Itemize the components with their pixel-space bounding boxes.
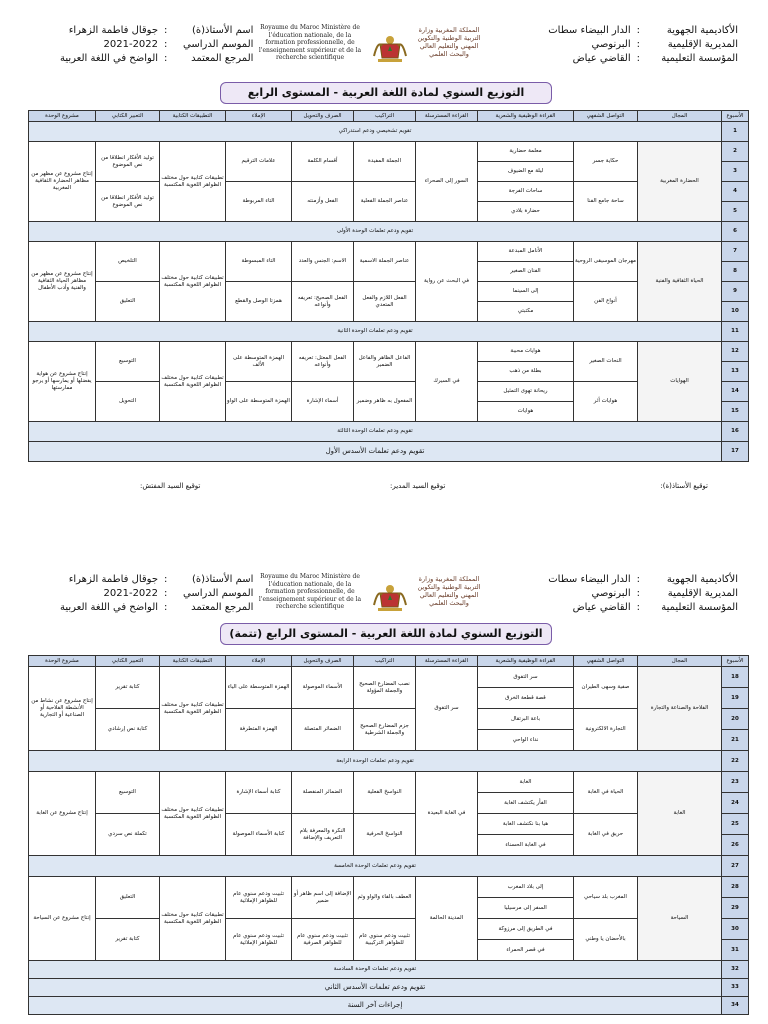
arabic-ministry-text: المملكة المغربية وزارة التربية الوطنية والتكوين المهني والتعليم العالي والبحث العلمي xyxy=(417,575,481,607)
oral-cell: حريق في الغابة xyxy=(574,814,638,856)
column-header: التواصل الشفهي xyxy=(574,656,638,667)
column-header: الأسبوع xyxy=(722,111,749,122)
column-header: التراكيب xyxy=(354,111,416,122)
week-number: 10 xyxy=(722,302,749,322)
week-number: 27 xyxy=(722,856,749,877)
school-value: القاضي عياض xyxy=(572,602,631,613)
week-number: 3 xyxy=(722,162,749,182)
season-value: 2021-2022 xyxy=(103,39,159,50)
expression-cell: توليد الأفكار انطلاقا من نص الموضوع xyxy=(96,182,160,222)
continuous-reading-cell: المدينة الحالمة xyxy=(416,877,478,961)
week-number: 16 xyxy=(722,422,749,442)
week-number: 18 xyxy=(722,667,749,688)
school-value: القاضي عياض xyxy=(572,53,631,64)
week-number: 28 xyxy=(722,877,749,898)
oral-cell: ساحة جامع الفنا xyxy=(574,182,638,222)
dictation-cell: تثبيت ودعم سنوي عام للظواهر الإملائية xyxy=(226,919,292,961)
reading-cell: سر التفوق xyxy=(478,667,574,688)
week-number: 7 xyxy=(722,242,749,262)
assessment-row: تقويم ودعم تعلمات الوحدة الخامسة xyxy=(29,856,722,877)
column-header: التعبير الكتابي xyxy=(96,111,160,122)
syntax-cell: عناصر الجملة الاسمية xyxy=(354,242,416,282)
table-row xyxy=(29,242,749,262)
table-row xyxy=(29,422,749,442)
morphology-cell: الفعل المعتل: تعريفه وأنواعه xyxy=(292,342,354,382)
schedule-table xyxy=(28,655,749,1015)
column-header: مشروع الوحدة xyxy=(29,656,96,667)
project-cell: إنتاج مشروع عن هواية يفضلها أو يمارسها أو يرجو ممارستها xyxy=(29,342,96,422)
applications-cell: تطبيقات كتابية حول مختلف الظواهر اللغوية المكتسبة xyxy=(160,242,226,322)
reading-cell: السفر إلى مرسيليا xyxy=(478,898,574,919)
academy-label: الأكاديمية الجهوية xyxy=(666,25,738,36)
week-number: 8 xyxy=(722,262,749,282)
oral-cell: حكاية جسر xyxy=(574,142,638,182)
inspector-signature: توقيع السيد المفتش: xyxy=(140,482,201,490)
domain-cell: الهوايات xyxy=(638,342,722,422)
column-header: الصرف والتحويل xyxy=(292,656,354,667)
direction-label: المديرية الإقليمية xyxy=(667,39,738,50)
reading-cell: في الغابة الحسناء xyxy=(478,835,574,856)
dictation-cell: كتابة أسماء الإشارة xyxy=(226,772,292,814)
applications-cell: تطبيقات كتابية حول مختلف الظواهر اللغوية المكتسبة xyxy=(160,772,226,856)
page-title: التوزيع السنوي لمادة اللغة العربية - المستوى الرابع xyxy=(220,82,552,104)
week-number: 12 xyxy=(722,342,749,362)
table-row xyxy=(29,322,749,342)
dictation-cell: التاء المبسوطة xyxy=(226,242,292,282)
reading-cell: حضارة بلادي xyxy=(478,202,574,222)
table-row xyxy=(29,979,749,997)
dictation-cell: الهمزة المتطرفة xyxy=(226,709,292,751)
project-cell: إنتاج مشروع عن مظهر من مظاهر الحضارة الثقافية المغربية xyxy=(29,142,96,222)
reading-cell: الفأر يكتشف الغابة xyxy=(478,793,574,814)
expression-cell: التعليق xyxy=(96,282,160,322)
page-title: التوزيع السنوي لمادة اللغة العربية - المستوى الرابع (تتمة) xyxy=(220,623,552,645)
continuous-reading-cell: السور إلى الصحراء xyxy=(416,142,478,222)
table-row xyxy=(29,856,749,877)
teacher-value: جوقال فاطمة الزهراء xyxy=(68,25,159,36)
morphology-cell: الفعل وأزمنته xyxy=(292,182,354,222)
assessment-row: تقويم ودعم تعلمات الوحدة الثانية xyxy=(29,322,722,342)
season-label: الموسم الدراسي xyxy=(183,39,254,50)
expression-cell: كتابة تقرير xyxy=(96,667,160,709)
week-number: 24 xyxy=(722,793,749,814)
expression-cell: التوسيع xyxy=(96,772,160,814)
applications-cell: تطبيقات كتابية حول مختلف الظواهر اللغوية المكتسبة xyxy=(160,142,226,222)
royal-emblem-icon xyxy=(370,26,410,66)
table-row xyxy=(29,961,749,979)
dictation-cell: الهمزة المتوسطة على الألف xyxy=(226,342,292,382)
domain-cell: الغابة xyxy=(638,772,722,856)
table-header-row xyxy=(29,111,749,122)
column-header: التعبير الكتابي xyxy=(96,656,160,667)
reading-cell: مكتبتي xyxy=(478,302,574,322)
assessment-row: تقويم ودعم تعلمات الوحدة الرابعة xyxy=(29,751,722,772)
continuous-reading-cell: في الغابة البعيدة xyxy=(416,772,478,856)
domain-cell: الحضارة المغربية xyxy=(638,142,722,222)
teacher-label: اسم الأستاذ(ة) xyxy=(191,25,254,36)
assessment-row: تقويم ودعم تعلمات الأسدس الثاني xyxy=(29,979,722,997)
morphology-cell: الضمائر المتصلة xyxy=(292,709,354,751)
week-number: 34 xyxy=(722,997,749,1015)
week-number: 6 xyxy=(722,222,749,242)
academy-value: الدار البيضاء سطات xyxy=(548,25,631,36)
week-number: 30 xyxy=(722,919,749,940)
reading-cell: هوايات xyxy=(478,402,574,422)
oral-cell: النحات الصغير xyxy=(574,342,638,382)
page-one xyxy=(0,14,768,490)
school-label: المؤسسة التعليمية xyxy=(661,53,738,64)
continuous-reading-cell: سر التفوق xyxy=(416,667,478,751)
oral-cell: التجارة الالكترونية xyxy=(574,709,638,751)
week-number: 20 xyxy=(722,709,749,730)
project-cell: إنتاج مشروع عن السياحة xyxy=(29,877,96,961)
table-row xyxy=(29,342,749,362)
academy-label: الأكاديمية الجهوية xyxy=(666,574,738,585)
oral-cell: مهرجان الموسيقى الروحية xyxy=(574,242,638,282)
column-header: التطبيقات الكتابية xyxy=(160,656,226,667)
table-row xyxy=(29,442,749,462)
applications-cell: تطبيقات كتابية حول مختلف الظواهر اللغوية المكتسبة xyxy=(160,667,226,751)
week-number: 32 xyxy=(722,961,749,979)
column-header: الصرف والتحويل xyxy=(292,111,354,122)
assessment-row: إجراءات آخر السنة xyxy=(29,997,722,1015)
assessment-row: تقويم ودعم تعلمات الوحدة الثالثة xyxy=(29,422,722,442)
column-header: مشروع الوحدة xyxy=(29,111,96,122)
week-number: 33 xyxy=(722,979,749,997)
teacher-info: اسم الأستاذ(ة) : جوقال فاطمة الزهراء الموسم الدراسي : 2021-2022 المرجع المعتمد : الواضح في اللغة العربية xyxy=(60,574,254,613)
morphology-cell: أقسام الكلمة xyxy=(292,142,354,182)
column-header: التواصل الشفهي xyxy=(574,111,638,122)
week-number: 9 xyxy=(722,282,749,302)
oral-cell: هوايات أثر xyxy=(574,382,638,422)
reading-cell: بطلة من ذهب xyxy=(478,362,574,382)
french-ministry-text: Royaume du Maroc Ministère de l'éducation nationale, de la formation professionnelle, de l'enseignement supérieur et de la recherche scientifique xyxy=(258,573,362,610)
expression-cell: التعليق xyxy=(96,877,160,919)
syntax-cell: العطف بالفاء والواو وثم xyxy=(354,877,416,919)
week-number: 29 xyxy=(722,898,749,919)
admin-info: الأكاديمية الجهوية : الدار البيضاء سطات المديرية الإقليمية : البرنوصي المؤسسة التعليمية : القاضي عياض xyxy=(548,574,738,613)
expression-cell: التلخيص xyxy=(96,242,160,282)
applications-cell: تطبيقات كتابية حول مختلف الظواهر اللغوية المكتسبة xyxy=(160,877,226,961)
week-number: 23 xyxy=(722,772,749,793)
dictation-cell: كتابة الأسماء الموصولة xyxy=(226,814,292,856)
reading-cell: الأنامل المبدعة xyxy=(478,242,574,262)
syntax-cell: النواسخ الحرفية xyxy=(354,814,416,856)
reading-cell: إلى السينما xyxy=(478,282,574,302)
dictation-cell: الهمزة المتوسطة على الواو xyxy=(226,382,292,422)
reading-cell: باعة البرتقال xyxy=(478,709,574,730)
reading-cell: إلى بلاد المغرب xyxy=(478,877,574,898)
director-signature: توقيع السيد المدير: xyxy=(390,482,446,490)
reading-cell: معلمة حضارية xyxy=(478,142,574,162)
morphology-cell: الأسماء الموصولة xyxy=(292,667,354,709)
morphology-cell: تثبيت ودعم سنوي عام للظواهر الصرفية xyxy=(292,919,354,961)
table-header-row xyxy=(29,656,749,667)
reading-cell: في الطريق إلى مرزوكة xyxy=(478,919,574,940)
column-header: القراءة المسترسلة xyxy=(416,656,478,667)
syntax-cell: نصب المضارع الصحيح والجملة المؤولة xyxy=(354,667,416,709)
reading-cell: نداء الواحي xyxy=(478,730,574,751)
reading-cell: قصة قطعة الخرق xyxy=(478,688,574,709)
column-header: المجال xyxy=(638,656,722,667)
morphology-cell: الفعل الصحيح: تعريفه وأنواعه xyxy=(292,282,354,322)
dictation-cell: تثبيت ودعم سنوي عام للظواهر الإملائية xyxy=(226,877,292,919)
column-header: الإملاء xyxy=(226,656,292,667)
expression-cell: كتابة تقرير xyxy=(96,919,160,961)
dictation-cell: علامات الترقيم xyxy=(226,142,292,182)
project-cell: إنتاج مشروع عن مظهر من مظاهر الحياة الثقافية والفنية وأدب الأطفال xyxy=(29,242,96,322)
reading-cell: الغابة xyxy=(478,772,574,793)
reading-cell: ليلة مع الضيوف xyxy=(478,162,574,182)
table-row xyxy=(29,751,749,772)
assessment-row: تقويم ودعم تعلمات الأسدس الأول xyxy=(29,442,722,462)
school-label: المؤسسة التعليمية xyxy=(661,602,738,613)
expression-cell: التوسيع xyxy=(96,342,160,382)
domain-cell: الحياة الثقافية والفنية xyxy=(638,242,722,322)
dictation-cell: التاء المربوطة xyxy=(226,182,292,222)
morphology-cell: الإضافة إلى اسم ظاهر أو ضمير xyxy=(292,877,354,919)
column-header: الأسبوع xyxy=(722,656,749,667)
direction-value: البرنوصي xyxy=(591,588,631,599)
week-number: 15 xyxy=(722,402,749,422)
week-number: 13 xyxy=(722,362,749,382)
assessment-row: تقويم ودعم تعلمات الوحدة الأولى xyxy=(29,222,722,242)
academy-value: الدار البيضاء سطات xyxy=(548,574,631,585)
reading-cell: ريحانة تهوى التمثيل xyxy=(478,382,574,402)
teacher-signature: توقيع الأستاذ(ة): xyxy=(660,482,708,490)
continuous-reading-cell: في البحث عن رواية xyxy=(416,242,478,322)
reading-cell: الفنان الصغير xyxy=(478,262,574,282)
week-number: 14 xyxy=(722,382,749,402)
week-number: 17 xyxy=(722,442,749,462)
expression-cell: التحويل xyxy=(96,382,160,422)
assessment-row: تقويم ودعم تعلمات الوحدة السادسة xyxy=(29,961,722,979)
syntax-cell: عناصر الجملة الفعلية xyxy=(354,182,416,222)
syntax-cell: تثبيت ودعم سنوي عام للظواهر التركيبية xyxy=(354,919,416,961)
ref-label: المرجع المعتمد xyxy=(191,53,254,64)
table-row xyxy=(29,997,749,1015)
reading-cell: ساحات الفرجة xyxy=(478,182,574,202)
week-number: 19 xyxy=(722,688,749,709)
syntax-cell: المفعول به ظاهر وضمير xyxy=(354,382,416,422)
morphology-cell: الضمائر المنفصلة xyxy=(292,772,354,814)
column-header: التراكيب xyxy=(354,656,416,667)
oral-cell: بالأحضان يا وطني xyxy=(574,919,638,961)
table-row xyxy=(29,877,749,898)
week-number: 1 xyxy=(722,122,749,142)
week-number: 2 xyxy=(722,142,749,162)
syntax-cell: النواسخ الفعلية xyxy=(354,772,416,814)
page-header xyxy=(0,14,768,76)
week-number: 25 xyxy=(722,814,749,835)
teacher-info: اسم الأستاذ(ة) : جوقال فاطمة الزهراء الموسم الدراسي : 2021-2022 المرجع المعتمد : الواضح في اللغة العربية xyxy=(60,25,254,64)
syntax-cell: جزم المضارع الصحيح والجملة الشرطية xyxy=(354,709,416,751)
season-value: 2021-2022 xyxy=(103,588,159,599)
morphology-cell: الاسم: الجنس والعدد xyxy=(292,242,354,282)
week-number: 26 xyxy=(722,835,749,856)
column-header: القراءة الوظيفية والشعرية xyxy=(478,656,574,667)
dictation-cell: همزتا الوصل والقطع xyxy=(226,282,292,322)
ref-label: المرجع المعتمد xyxy=(191,602,254,613)
syntax-cell: الفاعل الظاهر والفاعل الضمير xyxy=(354,342,416,382)
oral-cell: المغرب بلد سياحي xyxy=(574,877,638,919)
french-ministry-text: Royaume du Maroc Ministère de l'éducation nationale, de la formation professionnelle, de l'enseignement supérieur et de la recherche scientifique xyxy=(258,24,362,61)
week-number: 5 xyxy=(722,202,749,222)
domain-cell: السياحة xyxy=(638,877,722,961)
project-cell: إنتاج مشروع عن نشاط من الأنشطة الفلاحية أو الصناعية أو التجارية xyxy=(29,667,96,751)
table-row xyxy=(29,772,749,793)
column-header: القراءة الوظيفية والشعرية xyxy=(478,111,574,122)
continuous-reading-cell: في السيرك xyxy=(416,342,478,422)
oral-cell: الحياة في الغابة xyxy=(574,772,638,814)
expression-cell: توليد الأفكار انطلاقا من نص الموضوع xyxy=(96,142,160,182)
column-header: التطبيقات الكتابية xyxy=(160,111,226,122)
schedule-table xyxy=(28,110,749,462)
week-number: 11 xyxy=(722,322,749,342)
direction-value: البرنوصي xyxy=(591,39,631,50)
ref-value: الواضح في اللغة العربية xyxy=(60,53,159,64)
teacher-value: جوقال فاطمة الزهراء xyxy=(68,574,159,585)
week-number: 4 xyxy=(722,182,749,202)
reading-cell: هوايات محببة xyxy=(478,342,574,362)
teacher-label: اسم الأستاذ(ة) xyxy=(191,574,254,585)
season-label: الموسم الدراسي xyxy=(183,588,254,599)
admin-info: الأكاديمية الجهوية : الدار البيضاء سطات المديرية الإقليمية : البرنوصي المؤسسة التعليمية : القاضي عياض xyxy=(548,25,738,64)
royal-emblem-icon xyxy=(370,575,410,615)
column-header: المجال xyxy=(638,111,722,122)
assessment-row: تقويم تشخيصي ودعم استدراكي xyxy=(29,122,722,142)
reading-cell: في قصر الحمراء xyxy=(478,940,574,961)
table-row xyxy=(29,222,749,242)
column-header: القراءة المسترسلة xyxy=(416,111,478,122)
week-number: 22 xyxy=(722,751,749,772)
week-number: 31 xyxy=(722,940,749,961)
week-number: 21 xyxy=(722,730,749,751)
table-row xyxy=(29,142,749,162)
expression-cell: تكملة نص سردي xyxy=(96,814,160,856)
morphology-cell: النكرة والمعرفة بلام التعريف والإضافة xyxy=(292,814,354,856)
domain-cell: الفلاحة والصناعة والتجارة xyxy=(638,667,722,751)
reading-cell: هيا بنا نكتشف الغابة xyxy=(478,814,574,835)
direction-label: المديرية الإقليمية xyxy=(667,588,738,599)
applications-cell: تطبيقات كتابية حول مختلف الظواهر اللغوية المكتسبة xyxy=(160,342,226,422)
oral-cell: أنواع الفن xyxy=(574,282,638,322)
table-row xyxy=(29,122,749,142)
dictation-cell: الهمزة المتوسطة على الياء xyxy=(226,667,292,709)
expression-cell: كتابة نص إرشادي xyxy=(96,709,160,751)
syntax-cell: الفعل اللازم والفعل المتعدي xyxy=(354,282,416,322)
table-row xyxy=(29,667,749,688)
oral-cell: صفية وسهى الطيران xyxy=(574,667,638,709)
project-cell: إنتاج مشروع عن الغابة xyxy=(29,772,96,856)
arabic-ministry-text: المملكة المغربية وزارة التربية الوطنية والتكوين المهني والتعليم العالي والبحث العلمي xyxy=(417,26,481,58)
page-two xyxy=(0,563,768,1009)
page-header xyxy=(0,563,768,625)
morphology-cell: أسماء الإشارة xyxy=(292,382,354,422)
ref-value: الواضح في اللغة العربية xyxy=(60,602,159,613)
syntax-cell: الجملة المفيدة xyxy=(354,142,416,182)
column-header: الإملاء xyxy=(226,111,292,122)
